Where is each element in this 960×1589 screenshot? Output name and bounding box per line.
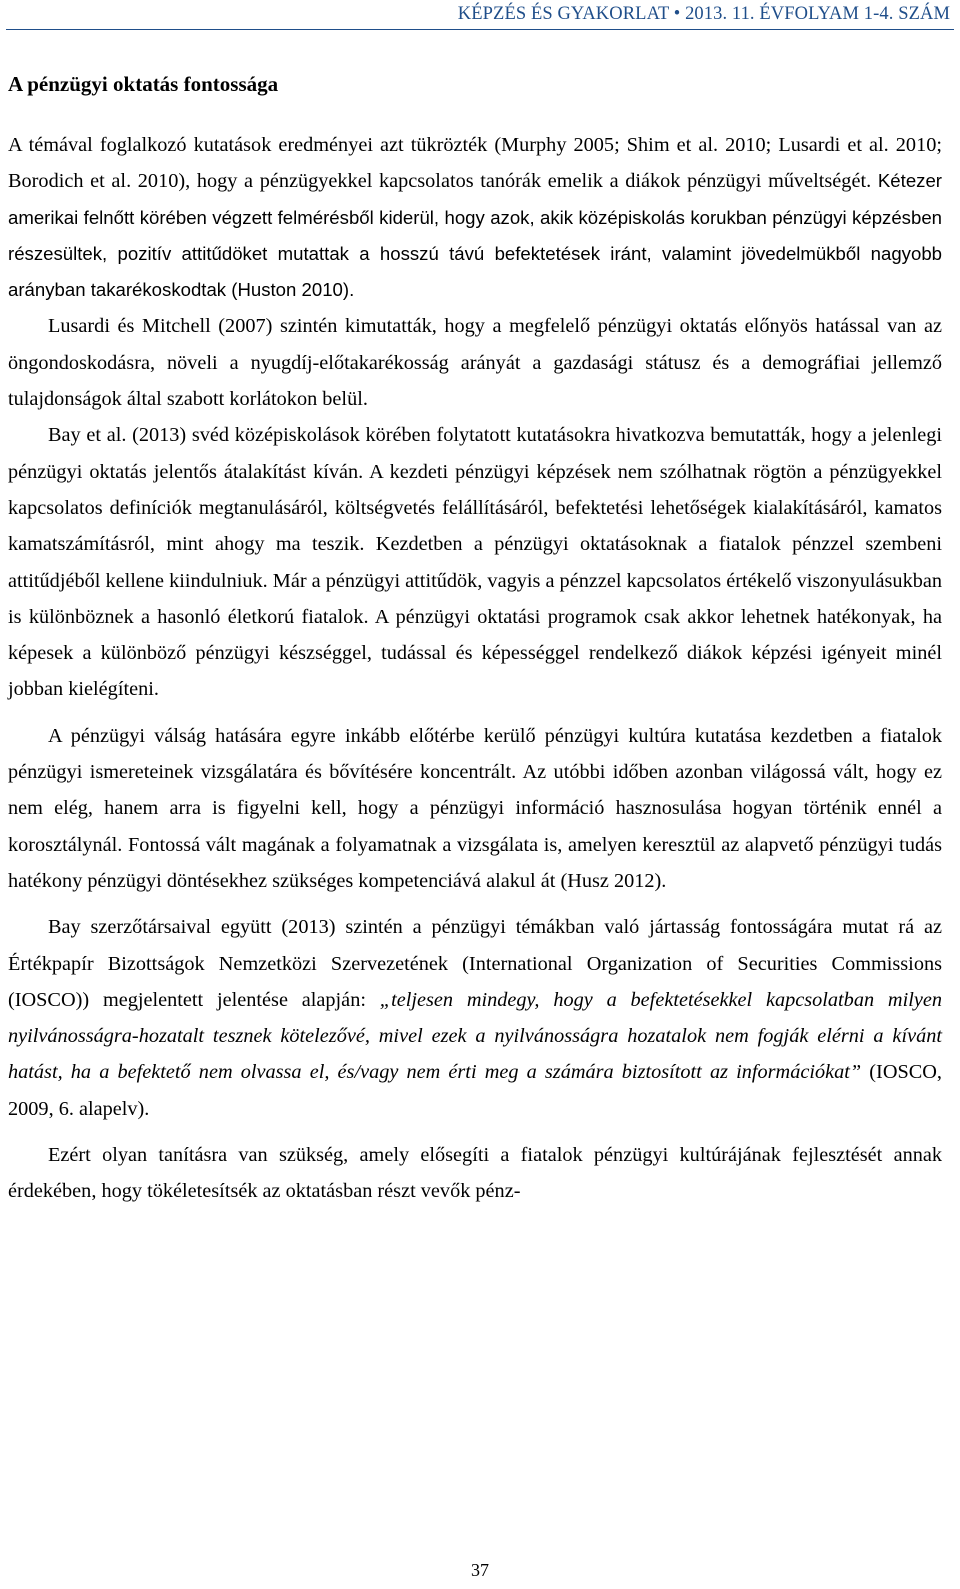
paragraph-1-sans: Kétezer amerikai felnőtt körében végzett felmérésből kiderül, hogy azok, akik középiskolás korukban pénzügyi képzésben részesültek, pozitív attitűdöket mutattak a hosszú távú befektetések iránt, valamint jövedelmükből nagyobb arányban takarékoskodtak (Huston 2010). <box>8 170 942 301</box>
citation: (IOSCO, 2009, 6. alapelv). <box>8 1061 942 1120</box>
body-text <box>8 127 942 1210</box>
header-divider <box>6 29 954 30</box>
paragraph-1-serif: A témával foglalkozó kutatások eredményei azt tükrözték (Murphy 2005; Shim et al. 2010; Lusardi et al. 2010; Borodich et al. 2010), hogy a pénzügyekkel kapcsolatos tanórák emelik a diákok pénzügyi műveltségét. <box>8 134 942 193</box>
quotation: „teljesen mindegy, hogy a befektetésekkel kapcsolatban milyen nyilvánosságra-hozatalt tesznek kötelezővé, mivel ezek a nyilvánosságra hozatalok nem fogják elérni a kívánt hatást, ha a befektető nem olvassa el, és/vagy nem érti meg a számára biztosított az információkat” <box>8 988 942 1084</box>
paragraph-6: Ezért olyan tanításra van szükség, amely elősegíti a fiatalok pénzügyi kultúrájának fejlesztését annak érdekében, hogy tökéletesítsék az oktatásban részt vevők pénz- <box>8 1144 942 1203</box>
paragraph-4: A pénzügyi válság hatására egyre inkább előtérbe kerülő pénzügyi kultúra kutatása kezdetben a fiatalok pénzügyi ismereteinek vizsgálatára és bővítésére koncentrált. Az utóbbi időben azonban világossá vált, hogy ez nem elég, hanem arra is figyelni kell, hogy a pénzügyi információ hasznosulása hogyan történik ennél a korosztálynál. Fontossá vált magának a folyamatnak a vizsgálata is, amelyen keresztül az alapvető pénzügyi tudás hatékony pénzügyi döntésekhez szükséges kompetenciává alakul át (Husz 2012). <box>8 724 942 892</box>
paragraph-1 <box>8 127 942 308</box>
running-header: KÉPZÉS ÉS GYAKORLAT • 2013. 11. ÉVFOLYAM 1-4. SZÁM <box>457 4 950 24</box>
paragraph-3: Bay et al. (2013) svéd középiskolások körében folytatott kutatásokra hivatkozva bemutatták, hogy a jelenlegi pénzügyi oktatás jelentős átalakítást kíván. A kezdeti pénzügyi képzések nem szólhatnak rögtön a pénzügyekkel kapcsolatos definíciók megtanulásáról, költségvetés felállításáról, befektetési lehetőségek kialakításáról, kamatos kamatszámításról, mint ahogy ma teszik. Kezdetben a pénzügyi oktatásoknak a fiatalok pénzzel szembeni attitűdjéből kellene kiindulniuk. Már a pénzügyi attitűdök, vagyis a pénzzel kapcsolatos értékelő viszonyulásukban is különböznek a hasonló életkorú fiatalok. A pénzügyi oktatási programok csak akkor lehetnek hatékonyak, ha képesek a különböző pénzügyi készséggel, tudással és képességgel rendelkező diákok képzési igényeit minél jobban kielégíteni. <box>8 424 942 701</box>
section-title: A pénzügyi oktatás fontossága <box>8 72 279 96</box>
paragraph-2: Lusardi és Mitchell (2007) szintén kimutatták, hogy a megfelelő pénzügyi oktatás előnyös hatással van az öngondoskodásra, növeli a nyugdíj-előtakarékosság arányát a gazdasági státusz és a demográfiai jellemző tulajdonságok által szabott korlátokon belül. <box>8 315 942 411</box>
paragraph-5-text: Bay szerzőtársaival együtt (2013) szintén a pénzügyi témákban való jártasság fontosságára mutat rá az Értékpapír Bizottságok Nemzetközi Szervezetének (International Organization of Securities Commissions (IOSCO)) megjelentett jelentése alapján: <box>8 916 942 1011</box>
paragraph-5 <box>8 909 942 1127</box>
page-number: 37 <box>471 1560 489 1580</box>
